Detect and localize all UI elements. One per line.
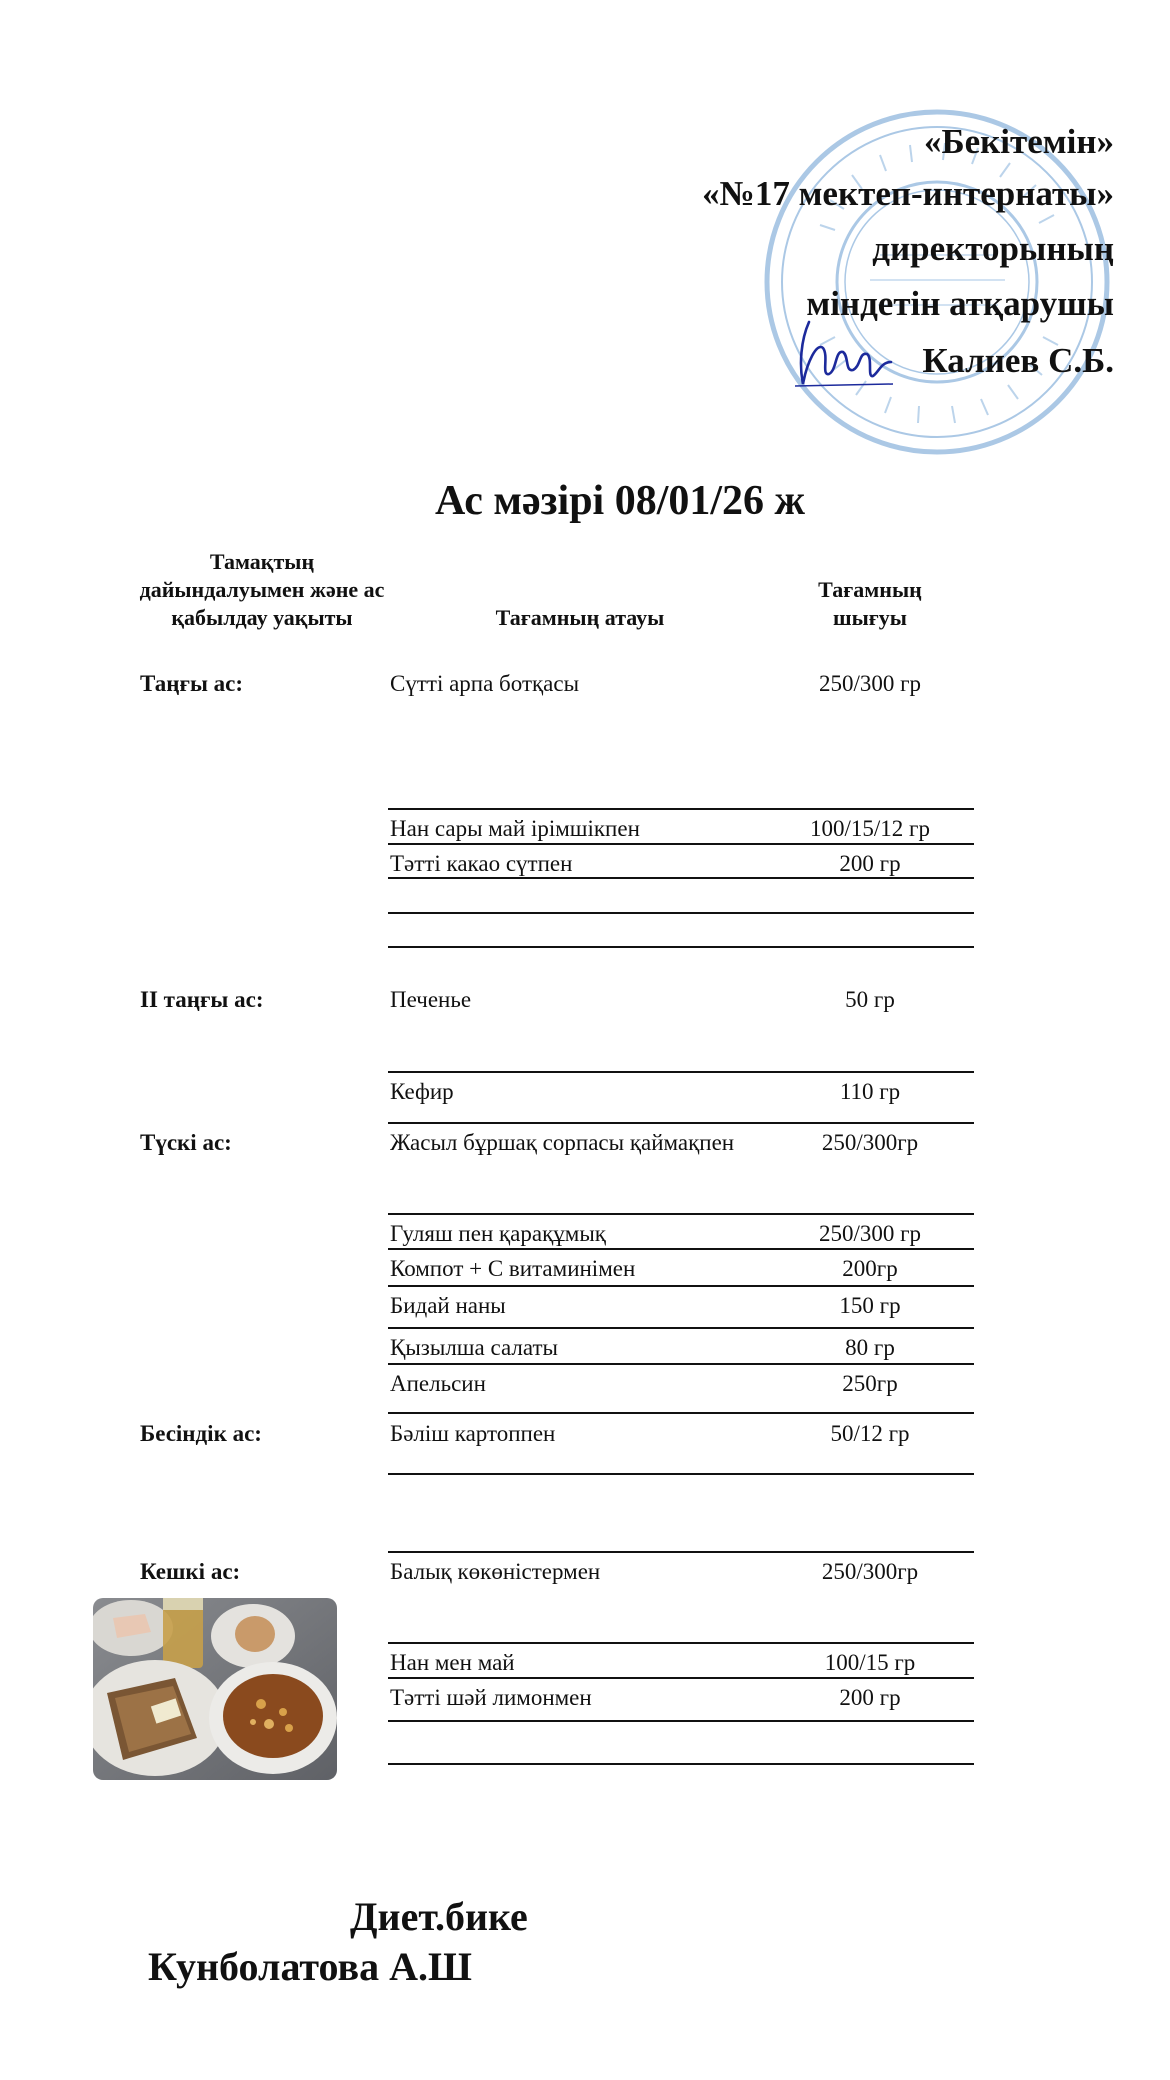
dish-name: Нан сары май ірімшікпен [390,816,640,841]
meal-dinner: Кешкі ас: [140,1559,241,1584]
dish-name: Компот + С витаминімен [390,1256,636,1281]
dish-yield: 50/12 гр [830,1421,910,1446]
row-divider [388,1327,974,1329]
dish-name: Қызылша салаты [390,1335,558,1360]
handwritten-signature-icon [795,318,895,393]
row-divider [388,843,974,845]
approval-line-1: «Бекітемін» [923,122,1114,161]
row-divider [388,1285,974,1287]
meal-second-breakfast: ІІ таңғы ас: [140,987,264,1012]
row-divider [388,1071,974,1073]
row-divider [388,1412,974,1414]
dish-yield: 250/300гр [821,1130,919,1155]
dish-name: Жасыл бұршақ сорпасы қаймақпен [390,1130,735,1155]
dish-yield: 250/300гр [821,1559,919,1584]
dish-name: Нан мен май [390,1650,515,1675]
row-divider [388,1248,974,1250]
header-yield: Тағамның шығуы [818,577,922,630]
row-divider [388,1677,974,1679]
dish-yield: 80 гр [845,1335,895,1360]
meal-snack: Бесіндік ас: [140,1421,262,1446]
dish-name: Гуляш пен қарақұмық [390,1221,606,1246]
approval-line-4: міндетін атқарушы [806,284,1114,323]
dish-yield: 250гр [842,1371,898,1396]
header-dish-name: Тағамның атауы [495,605,665,630]
dish-yield: 200 гр [839,851,901,876]
dish-name: Тәтті какао сүтпен [390,851,573,876]
approval-line-2: «№17 мектеп-интернаты» [702,174,1114,213]
page-title: Ас мәзірі 08/01/26 ж [434,478,806,524]
row-divider [388,1720,974,1722]
approval-line-3: директорының [872,229,1114,268]
row-divider [388,808,974,810]
dish-yield: 200 гр [839,1685,901,1710]
dish-yield: 200гр [842,1256,898,1281]
dish-yield: 250/300 гр [818,1221,922,1246]
dish-name: Бидай наны [390,1293,506,1318]
dish-yield: 150 гр [839,1293,901,1318]
dish-name: Печенье [390,987,472,1012]
meal-breakfast: Таңғы ас: [140,671,244,696]
row-divider [388,1642,974,1644]
dish-name: Тәтті шәй лимонмен [390,1685,592,1710]
row-divider [388,912,974,914]
dietitian-role: Диет.бике [350,1894,528,1939]
dish-name: Бәліш картоппен [390,1421,556,1446]
meal-photo-icon [93,1598,337,1780]
row-divider [388,1122,974,1124]
dish-name: Кефир [390,1079,454,1104]
row-divider [388,946,974,948]
row-divider [388,1363,974,1365]
dish-name: Сүтті арпа ботқасы [390,671,580,696]
row-divider [388,877,974,879]
dish-yield: 100/15/12 гр [810,816,930,841]
dish-yield: 50 гр [845,987,895,1012]
dish-name: Апельсин [390,1371,486,1396]
row-divider [388,1551,974,1553]
header-time: Тамақтың дайындалуымен және ас қабылдау уақыты [139,549,385,630]
approval-line-5: Калиев С.Б. [922,341,1114,380]
row-divider [388,1763,974,1765]
dish-yield: 250/300 гр [818,671,922,696]
dish-yield: 110 гр [839,1079,901,1104]
meal-lunch: Түскі ас: [140,1130,232,1155]
row-divider [388,1213,974,1215]
dish-yield: 100/15 гр [824,1650,916,1675]
dish-name: Балық көкөністермен [390,1559,601,1584]
dietitian-name: Кунболатова А.Ш [148,1944,472,1989]
row-divider [388,1473,974,1475]
